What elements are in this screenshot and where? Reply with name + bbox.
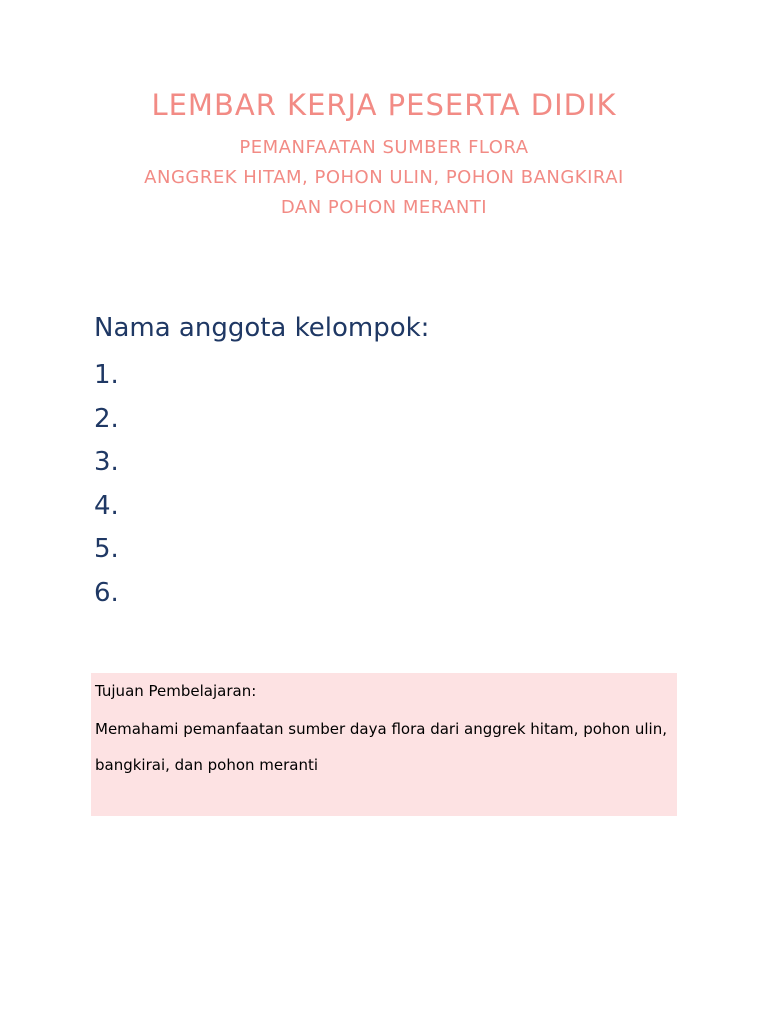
member-item-4: 4. [94,490,119,521]
member-item-2: 2. [94,403,119,434]
learning-objective-text: Memahami pemanfaatan sumber daya flora dari anggrek hitam, pohon ulin, bangkirai, dan pohon meranti [95,720,667,774]
member-item-6: 6. [94,577,119,608]
group-members-section [94,310,429,616]
learning-objective-label: Tujuan Pembelajaran: [95,682,257,700]
member-item-5: 5. [94,534,119,565]
group-members-list [94,354,429,616]
page-title: LEMBAR KERJA PESERTA DIDIK [151,88,617,122]
member-item-1: 1. [94,360,119,390]
page-subtitle [0,133,768,223]
subtitle-line-3: DAN POHON MERANTI [280,197,488,218]
subtitle-line-1: PEMANFAATAN SUMBER FLORA [239,137,529,158]
member-item-3: 3. [94,447,119,478]
learning-objective-box [91,673,677,816]
subtitle-line-2: ANGGREK HITAM, POHON ULIN, POHON BANGKIRAI [144,167,624,188]
group-members-heading: Nama anggota kelompok: [94,313,430,343]
